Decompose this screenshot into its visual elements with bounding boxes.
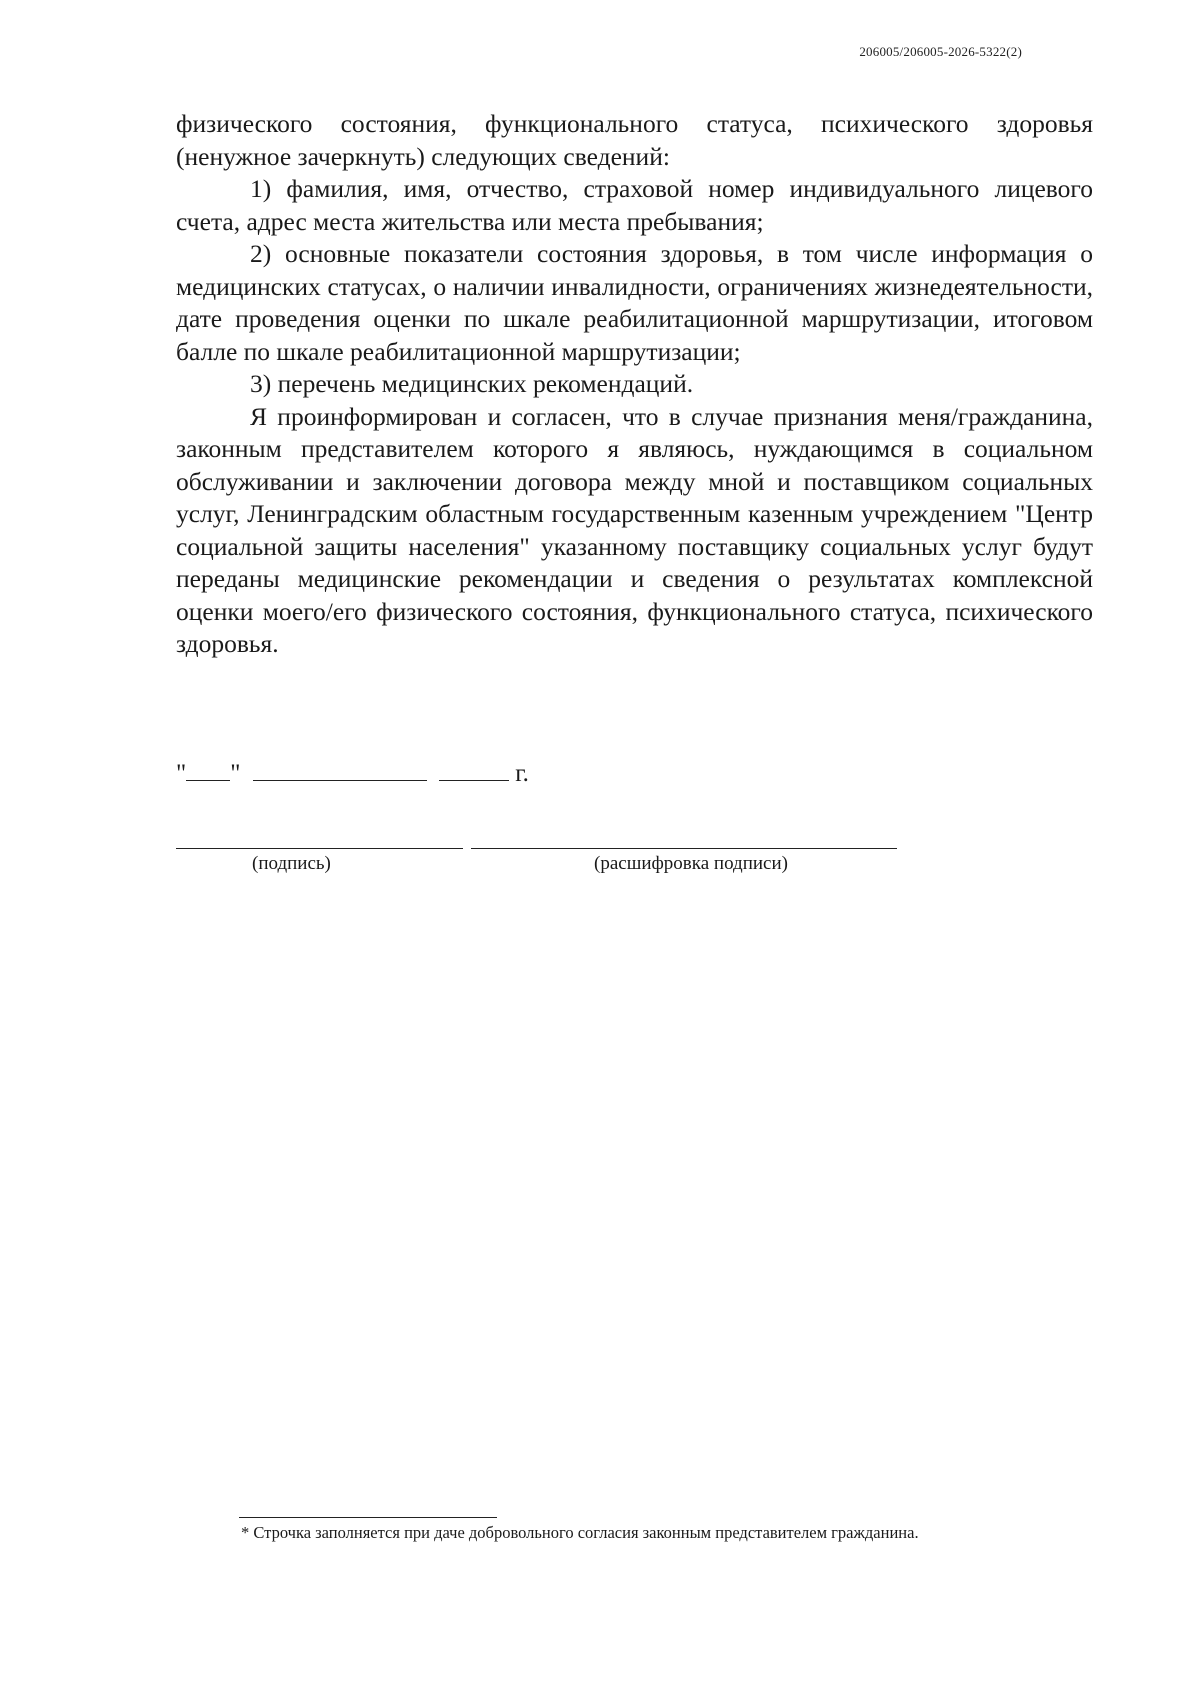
signature-line[interactable] — [176, 848, 463, 849]
year-blank[interactable] — [439, 758, 509, 781]
list-item-3: 3) перечень медицинских рекомендаций. — [250, 369, 694, 398]
document-number: 206005/206005-2026-5322(2) — [859, 44, 1022, 59]
year-suffix: г. — [515, 760, 529, 787]
paragraph-continuation: физического состояния, функционального статуса, психического здоровья (ненужное зачеркнуть) следующих сведений: — [176, 109, 1093, 171]
signature-decoding-label: (расшифровка подписи) — [594, 853, 788, 874]
date-field — [176, 758, 529, 788]
consent-paragraph: Я проинформирован и согласен, что в случае признания меня/гражданина, законным представителем которого я являюсь, нуждающимся в социальном обслуживании и заключении договора между мной и поставщиком социальных услуг, Ленинградским областным государственным казенным учреждением "Центр социальной защиты населения" указанному поставщику социальных услуг будут переданы медицинские рекомендации и сведения о результатах комплексной оценки моего/его физического состояния, функционального статуса, психического здоровья. — [176, 401, 1093, 658]
signature-decoding-line[interactable] — [471, 848, 897, 849]
list-item-2: 2) основные показатели состояния здоровья, в том числе информация о медицинских статусах, о наличии инвалидности, ограничениях жизнедеятельности, дате проведения оценки по шкале реабилитационной маршрутизации, итоговом балле по шкале реабилитационной маршрутизации; — [176, 239, 1093, 366]
month-blank[interactable] — [253, 758, 427, 781]
footnote: * Строчка заполняется при даче добровольного согласия законным представителем гражданина. — [241, 1523, 919, 1542]
date-open-quote: " — [176, 760, 187, 787]
footnote-divider — [239, 1517, 497, 1518]
day-blank[interactable] — [186, 758, 230, 781]
date-close-quote: " — [230, 760, 241, 787]
signature-label: (подпись) — [252, 853, 331, 874]
list-item-1: 1) фамилия, имя, отчество, страховой номер индивидуального лицевого счета, адрес места жительства или места пребывания; — [176, 174, 1093, 236]
consent-body — [176, 108, 1093, 661]
